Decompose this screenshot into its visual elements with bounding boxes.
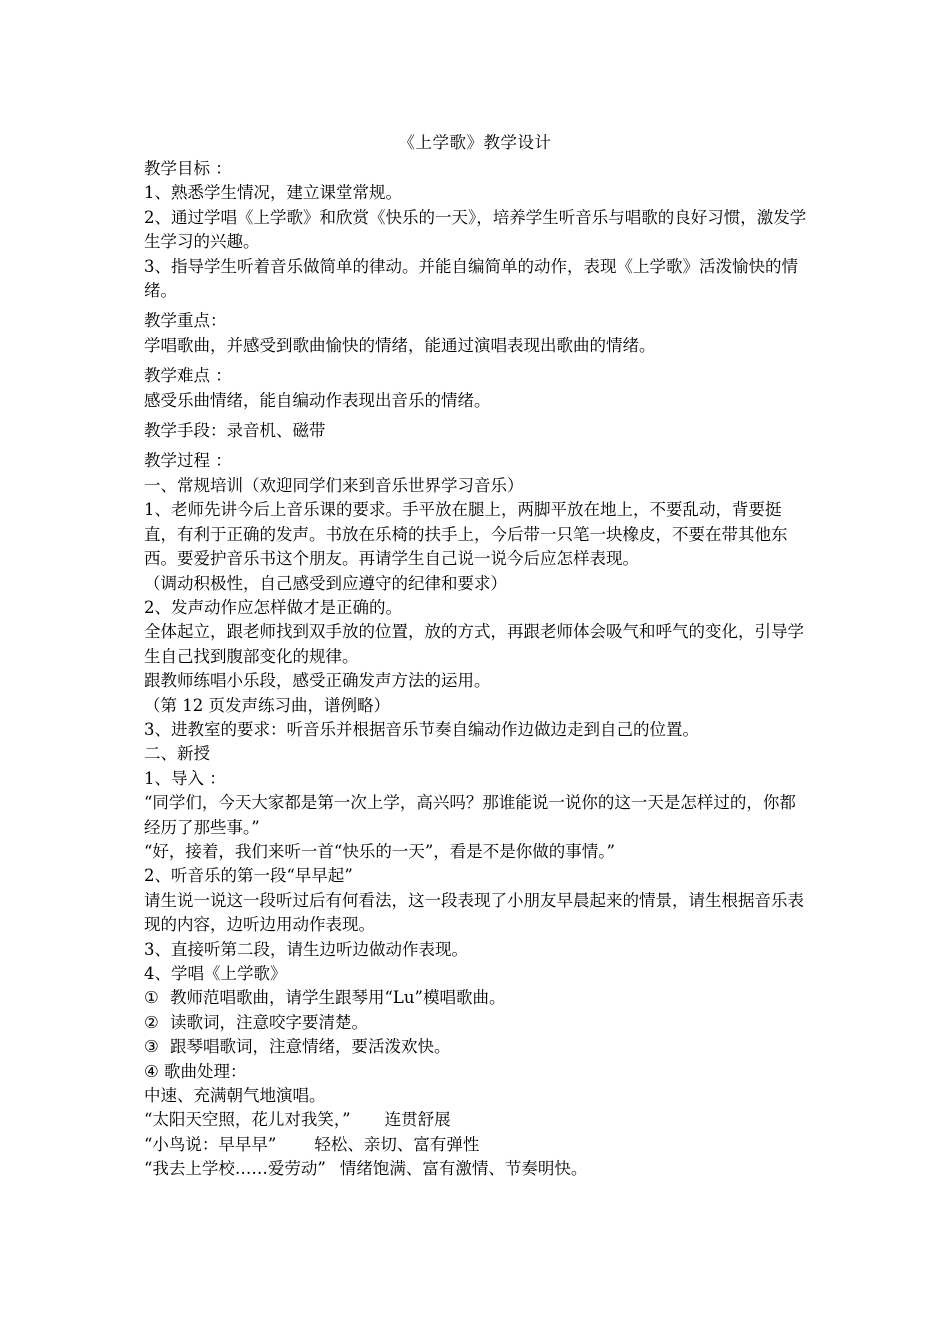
step-item xyxy=(144,986,808,1010)
step-text: 歌曲处理： xyxy=(164,1061,247,1081)
step-item xyxy=(144,1011,808,1035)
step-text: 教师范唱歌曲，请学生跟琴用“Lu”模唱歌曲。 xyxy=(170,988,506,1008)
step-marker: ④ xyxy=(144,1061,159,1081)
document-body xyxy=(144,157,808,1182)
document-title: 《上学歌》教学设计 xyxy=(398,133,552,152)
section1-paragraph-1: 1、老师先讲今后上音乐课的要求。手平放在腿上，两脚平放在地上，不要乱动，背要挺直，有利于正确的发声。书放在乐椅的扶手上，今后带一只笔一块橡皮，不要在带其他东西。要爱护音乐书这个朋友。再请学生自己说一说今后应怎样表现。 xyxy=(144,500,788,569)
difficulties-text: 感受乐曲情绪，能自编动作表现出音乐的情绪。 xyxy=(144,390,491,410)
step-item xyxy=(144,1035,808,1059)
step-text: 跟琴唱歌词，注意情绪，要活泼欢快。 xyxy=(170,1037,451,1057)
phrase-line xyxy=(144,1108,808,1132)
tempo-text: 中速、充满朝气地演唱。 xyxy=(144,1086,326,1106)
intro-quote-2: “好，接着，我们来听一首“快乐的一天”，看是不是你做的事情。” xyxy=(144,841,615,861)
objective-item-2: 2、通过学唱《上学歌》和欣赏《快乐的一天》，培养学生听音乐与唱歌的良好习惯，激发学生学习的兴趣。 xyxy=(144,207,807,252)
section1-note-2: （第 12 页发声练习曲，谱例略） xyxy=(144,695,390,715)
section1-paragraph-2: 2、发声动作应怎样做才是正确的。 xyxy=(144,597,402,617)
phrase-lyric: “小鸟说：早早早” xyxy=(144,1134,277,1154)
objective-item-1: 1、熟悉学生情况，建立课堂常规。 xyxy=(144,183,402,203)
phrase-line xyxy=(144,1133,808,1157)
step-item xyxy=(144,1060,808,1084)
phrase-hint: 轻松、亲切、富有弹性 xyxy=(314,1134,480,1154)
step-text: 读歌词，注意咬字要清楚。 xyxy=(170,1012,368,1032)
step-marker: ③ xyxy=(144,1037,159,1057)
phrase-hint: 情绪饱满、富有激情、节奏明快。 xyxy=(339,1159,588,1179)
listen-1-text: 请生说一说这一段听过后有何看法，这一段表现了小朋友早晨起来的情景，请生根据音乐表现的内容，边听边用动作表现。 xyxy=(144,890,804,935)
step-marker: ② xyxy=(144,1012,159,1032)
section1-title: 一、常规培训（欢迎同学们来到音乐世界学习音乐） xyxy=(144,475,524,495)
phrase-lyric: “太阳天空照，花儿对我笑，” xyxy=(144,1110,351,1130)
phrase-line xyxy=(144,1157,808,1181)
listen-2-text: 3、直接听第二段，请生边听边做动作表现。 xyxy=(144,939,468,959)
objective-item-3: 3、指导学生听着音乐做简单的律动。并能自编简单的动作，表现《上学歌》活泼愉快的情绪。 xyxy=(144,256,798,301)
process-heading: 教学过程 ： xyxy=(144,451,232,471)
intro-heading: 1、导入 ： xyxy=(144,768,226,788)
objectives-heading: 教学目标 ： xyxy=(144,159,232,178)
section1-note-1: （调动积极性，自己感受到应遵守的纪律和要求） xyxy=(144,573,507,593)
difficulties-heading: 教学难点 ： xyxy=(144,366,232,386)
intro-quote-1: “同学们，今天大家都是第一次上学，高兴吗？那谁能说一说你的这一天是怎样过的，你都经历了那些事。” xyxy=(144,793,796,837)
phrase-lyric: “我去上学校……爱劳动” xyxy=(144,1159,326,1179)
key-points-text: 学唱歌曲，并感受到歌曲愉快的情绪，能通过演唱表现出歌曲的情绪。 xyxy=(144,335,656,355)
learn-song-heading: 4、学唱《上学歌》 xyxy=(144,964,287,983)
section1-paragraph-2-detail: 全体起立，跟老师找到双手放的位置，放的方式，再跟老师体会吸气和呼气的变化，引导学生自己找到腹部变化的规律。 xyxy=(144,622,804,666)
section2-title: 二、新授 xyxy=(144,744,210,764)
listen-1-heading: 2、听音乐的第一段“早早起” xyxy=(144,866,353,886)
section1-paragraph-3: 3、进教室的要求：听音乐并根据音乐节奏自编动作边做边走到自己的位置。 xyxy=(144,719,699,739)
section1-paragraph-2-practice: 跟教师练唱小乐段，感受正确发声方法的运用。 xyxy=(144,671,491,691)
key-points-heading: 教学重点： xyxy=(144,311,227,331)
phrase-hint: 连贯舒展 xyxy=(384,1110,451,1130)
teaching-means: 教学手段：录音机、磁带 xyxy=(144,421,326,441)
step-marker: ① xyxy=(144,988,159,1008)
